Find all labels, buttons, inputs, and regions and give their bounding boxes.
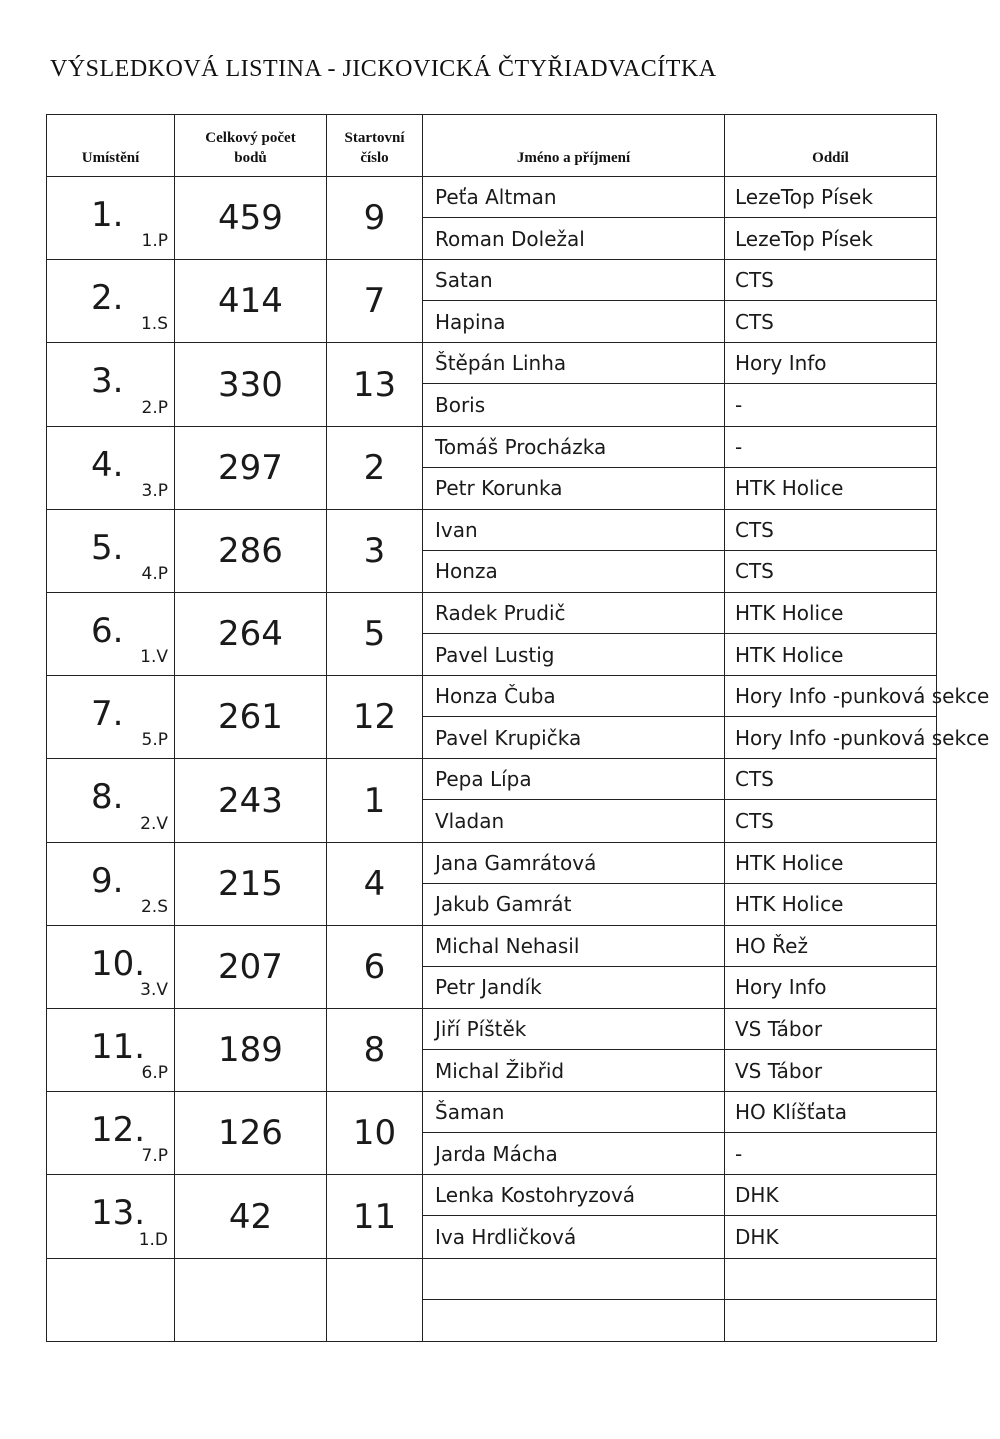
placement-value: 8. (91, 777, 124, 818)
points-cell: 126 (175, 1092, 327, 1175)
club-2: DHK (735, 1224, 779, 1249)
table-row (47, 925, 937, 1008)
header-name: Jméno a příjmení (423, 115, 725, 177)
placement-cell (47, 1009, 175, 1092)
start-number-cell: 12 (327, 676, 423, 759)
club-cell (725, 1092, 937, 1175)
empty-half (725, 1259, 936, 1300)
club-2: Hory Info (735, 975, 827, 1000)
name-2: Jakub Gamrát (435, 892, 572, 917)
name-2: Boris (435, 392, 486, 417)
club-cell (725, 177, 937, 260)
name-1: Satan (423, 260, 724, 301)
points-cell: 286 (175, 509, 327, 592)
category-value: 5.P (141, 730, 168, 751)
club-1: CTS (725, 759, 936, 800)
placement-value: 10. (91, 943, 146, 984)
placement-value: 1. (91, 195, 124, 235)
category-value: 7.P (141, 1146, 168, 1167)
club-cell (725, 1175, 937, 1258)
header-points: Celkový počet bodů (175, 115, 327, 177)
placement-value: 2. (91, 278, 124, 319)
category-value: 1.S (140, 314, 168, 335)
club-cell (725, 1009, 937, 1092)
points-cell: 414 (175, 260, 327, 343)
club-2: HTK Holice (735, 642, 844, 667)
club-cell (725, 593, 937, 676)
page-title: VÝSLEDKOVÁ LISTINA - JICKOVICKÁ ČTYŘIADVACÍTKA (50, 56, 717, 82)
start-number-cell: 10 (327, 1092, 423, 1175)
header-start-number: Startovní číslo (327, 115, 423, 177)
placement-value: 13. (91, 1193, 146, 1234)
category-value: 1.P (141, 231, 168, 252)
points-cell: 459 (175, 177, 327, 260)
start-number-cell: 7 (327, 260, 423, 343)
club-1: DHK (725, 1175, 936, 1216)
placement-cell (47, 1175, 175, 1258)
header-placement: Umístění (47, 115, 175, 177)
club-cell (725, 509, 937, 592)
club-2: CTS (735, 559, 774, 584)
name-2: Jarda Mácha (435, 1141, 558, 1166)
name-cell (423, 509, 725, 592)
start-number-cell: 13 (327, 343, 423, 426)
name-1: Tomáš Procházka (423, 427, 724, 468)
empty-half (423, 1300, 724, 1341)
name-2: Vladan (435, 808, 505, 833)
name-2: Honza (435, 559, 498, 584)
start-number-cell: 9 (327, 177, 423, 260)
placement-cell (47, 343, 175, 426)
table-row (47, 343, 937, 426)
start-number-cell: 8 (327, 1009, 423, 1092)
name-2: Iva Hrdličková (435, 1224, 577, 1249)
points-cell: 207 (175, 925, 327, 1008)
club-cell (725, 842, 937, 925)
name-cell (423, 343, 725, 426)
name-1: Lenka Kostohryzová (423, 1175, 724, 1216)
club-1: Hory Info -punková sekce (725, 676, 936, 717)
results-table (46, 114, 990, 1342)
empty-cell (327, 1258, 423, 1341)
name-cell (423, 759, 725, 842)
club-cell (725, 759, 937, 842)
club-2: CTS (735, 808, 774, 833)
club-1: CTS (725, 510, 936, 551)
name-cell (423, 426, 725, 509)
points-cell: 330 (175, 343, 327, 426)
placement-cell (47, 260, 175, 343)
start-number-cell: 11 (327, 1175, 423, 1258)
category-value: 2.S (140, 896, 168, 917)
club-2: HTK Holice (735, 476, 844, 501)
name-cell (423, 925, 725, 1008)
name-1: Honza Čuba (423, 676, 724, 717)
points-cell: 261 (175, 676, 327, 759)
club-2: HTK Holice (735, 892, 844, 917)
placement-cell (47, 509, 175, 592)
points-cell: 42 (175, 1175, 327, 1258)
club-2: CTS (735, 309, 774, 334)
points-cell: 243 (175, 759, 327, 842)
club-2: LezeTop Písek (735, 226, 873, 251)
club-1: VS Tábor (725, 1009, 936, 1050)
name-2: Michal Žibřid (435, 1058, 565, 1083)
empty-half (725, 1300, 936, 1341)
table-row (47, 260, 937, 343)
club-2: - (735, 1141, 743, 1166)
placement-value: 3. (91, 361, 124, 402)
category-value: 3.P (141, 480, 168, 501)
name-cell (423, 260, 725, 343)
name-2: Petr Jandík (435, 975, 542, 1000)
club-2: Hory Info -punková sekce (735, 725, 990, 750)
placement-cell (47, 426, 175, 509)
start-number-cell: 6 (327, 925, 423, 1008)
table-row (47, 759, 937, 842)
header-row (47, 115, 937, 177)
table-row (47, 1092, 937, 1175)
name-cell (423, 177, 725, 260)
empty-cell (725, 1258, 937, 1341)
name-2: Pavel Krupička (435, 725, 582, 750)
name-1: Jiří Píštěk (423, 1009, 724, 1050)
table-row (47, 177, 937, 260)
name-2: Petr Korunka (435, 476, 563, 501)
club-1: LezeTop Písek (725, 177, 936, 218)
placement-cell (47, 593, 175, 676)
club-1: CTS (725, 260, 936, 301)
points-cell: 297 (175, 426, 327, 509)
club-1: HTK Holice (725, 843, 936, 884)
name-2: Pavel Lustig (435, 642, 555, 667)
category-value: 1.D (138, 1229, 168, 1250)
start-number-cell: 3 (327, 509, 423, 592)
name-2: Hapina (435, 309, 506, 334)
name-cell (423, 842, 725, 925)
placement-value: 11. (91, 1027, 146, 1068)
empty-cell (423, 1258, 725, 1341)
placement-value: 5. (91, 527, 124, 568)
club-2: - (735, 392, 743, 417)
category-value: 2.P (141, 397, 168, 418)
table-row (47, 676, 937, 759)
name-1: Šaman (423, 1092, 724, 1133)
placement-cell (47, 676, 175, 759)
table-row (47, 1009, 937, 1092)
table-row (47, 593, 937, 676)
empty-row (47, 1258, 937, 1341)
start-number-cell: 5 (327, 593, 423, 676)
points-cell: 215 (175, 842, 327, 925)
category-value: 3.V (140, 980, 168, 1001)
category-value: 6.P (141, 1063, 168, 1084)
placement-value: 9. (91, 860, 124, 901)
club-cell (725, 260, 937, 343)
table-row (47, 1175, 937, 1258)
club-cell (725, 343, 937, 426)
name-cell (423, 1092, 725, 1175)
category-value: 4.P (141, 564, 168, 585)
name-cell (423, 1009, 725, 1092)
club-2: VS Tábor (735, 1058, 823, 1083)
placement-cell (47, 1092, 175, 1175)
placement-cell (47, 759, 175, 842)
empty-cell (175, 1258, 327, 1341)
name-cell (423, 1175, 725, 1258)
placement-value: 12. (91, 1110, 146, 1151)
placement-cell (47, 842, 175, 925)
name-1: Pepa Lípa (423, 759, 724, 800)
club-1: HO Klíšťata (725, 1092, 936, 1133)
placement-value: 6. (91, 611, 124, 652)
table-row (47, 426, 937, 509)
name-cell (423, 676, 725, 759)
name-1: Ivan (423, 510, 724, 551)
name-1: Štěpán Linha (423, 343, 724, 384)
table-row (47, 842, 937, 925)
placement-cell (47, 177, 175, 260)
placement-cell (47, 925, 175, 1008)
start-number-cell: 4 (327, 842, 423, 925)
club-1: - (725, 427, 936, 468)
club-cell (725, 676, 990, 759)
name-1: Michal Nehasil (423, 926, 724, 967)
table-row (47, 509, 937, 592)
name-cell (423, 593, 725, 676)
club-1: Hory Info (725, 343, 936, 384)
placement-value: 4. (91, 444, 124, 485)
club-1: HO Řež (725, 926, 936, 967)
name-1: Peťa Altman (423, 177, 724, 218)
empty-half (423, 1259, 724, 1300)
start-number-cell: 1 (327, 759, 423, 842)
club-cell (725, 426, 937, 509)
placement-value: 7. (91, 694, 124, 735)
name-1: Jana Gamrátová (423, 843, 724, 884)
club-cell (725, 925, 937, 1008)
category-value: 2.V (140, 813, 168, 834)
name-1: Radek Prudič (423, 593, 724, 634)
start-number-cell: 2 (327, 426, 423, 509)
points-cell: 264 (175, 593, 327, 676)
header-club: Oddíl (725, 115, 937, 177)
name-2: Roman Doležal (435, 226, 585, 251)
club-1: HTK Holice (725, 593, 936, 634)
category-value: 1.V (140, 647, 168, 668)
points-cell: 189 (175, 1009, 327, 1092)
empty-cell (47, 1258, 175, 1341)
